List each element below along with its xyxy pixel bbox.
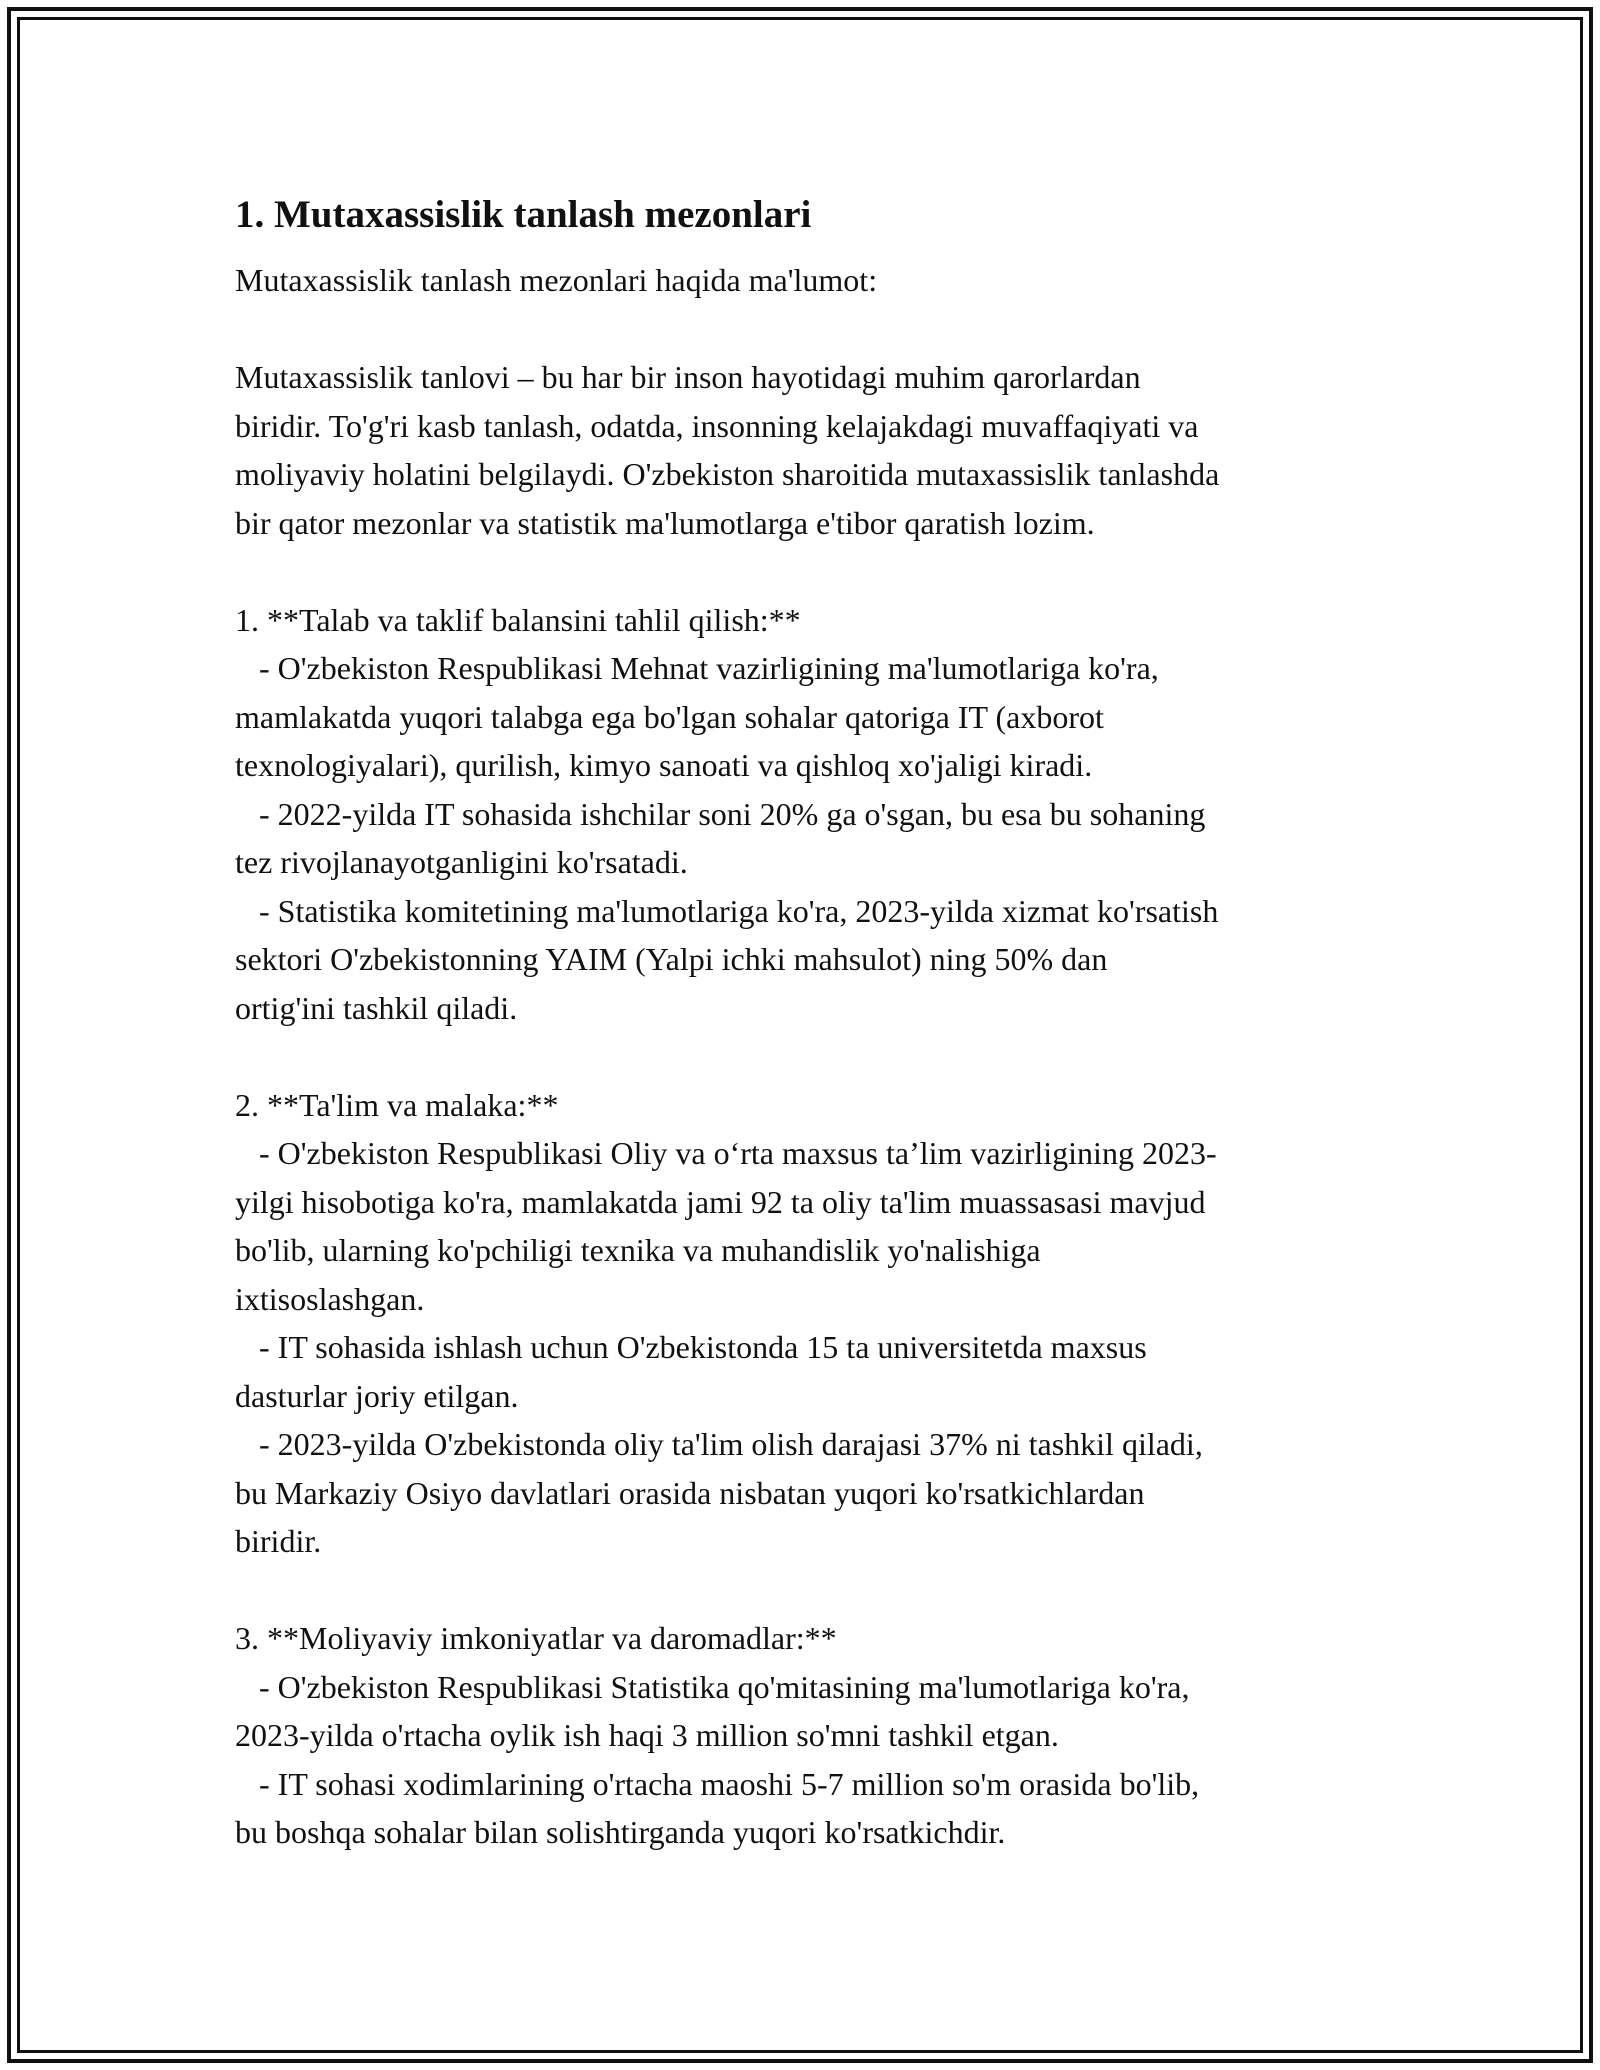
spacer <box>235 1566 1385 1615</box>
document-body <box>235 184 1385 1857</box>
list-item: - IT sohasida ishlash uchun O'zbekistonda 15 ta universitetda maxsus dasturlar joriy etilgan. <box>235 1329 1147 1414</box>
section-finance <box>235 1614 1385 1857</box>
list-item: - 2022-yilda IT sohasida ishchilar soni 20% ga o'sgan, bu esa bu sohaning tez rivojlanayotganligini ko'rsatadi. <box>235 795 1206 880</box>
list-item: - O'zbekiston Respublikasi Mehnat vazirligining ma'lumotlariga ko'ra, mamlakatda yuqori talabga ega bo'lgan sohalar qatoriga IT (axborot texnologiyalari), qurilish, kimyo sanoati va qishloq xo'jaligi kiradi. <box>235 650 1159 783</box>
list-item: - IT sohasi xodimlarining o'rtacha maoshi 5-7 million so'm orasida bo'lib, bu boshqa sohalar bilan solishtirganda yuqori ko'rsatkichdir. <box>235 1765 1200 1850</box>
section-heading: 2. **Ta'lim va malaka:** <box>235 1086 559 1123</box>
section-demand-supply <box>235 596 1385 1033</box>
spacer <box>235 547 1385 596</box>
list-item: - O'zbekiston Respublikasi Statistika qo'mitasining ma'lumotlariga ko'ra, 2023-yilda o'rtacha oylik ish haqi 3 million so'mni tashkil etgan. <box>235 1668 1190 1753</box>
document-title: 1. Mutaxassislik tanlash mezonlari <box>235 193 812 236</box>
section-heading: 3. **Moliyaviy imkoniyatlar va daromadlar:** <box>235 1620 837 1656</box>
spacer <box>235 305 1385 354</box>
list-item: - O'zbekiston Respublikasi Oliy va oʻrta maxsus taʼlim vazirligining 2023- yilgi hisobotiga ko'ra, mamlakatda jami 92 ta oliy ta'lim muassasasi mavjud bo'lib, ularning ko'pchiligi texnika va muhandislik yo'nalishiga ixtisoslashgan. <box>235 1135 1217 1317</box>
list-item: - Statistika komitetining ma'lumotlariga ko'ra, 2023-yilda xizmat ko'rsatish sektori O'zbekistonning YAIM (Yalpi ichki mahsulot) ning 50% dan ortig'ini tashkil qiladi. <box>235 892 1219 1026</box>
spacer <box>235 1032 1385 1081</box>
intro-paragraph: Mutaxassislik tanlovi – bu har bir inson hayotidagi muhim qarorlardan biridir. To'g'ri kasb tanlash, odatda, insonning kelajakdagi muvaffaqiyati va moliyaviy holatini belgilaydi. O'zbekiston sharoitida mutaxassislik tanlashda bir qator mezonlar va statistik ma'lumotlarga e'tibor qaratish lozim. <box>235 359 1220 541</box>
list-item: - 2023-yilda O'zbekistonda oliy ta'lim olish darajasi 37% ni tashkil qiladi, bu Markaziy Osiyo davlatlari orasida nisbatan yuqori ko'rsatkichlardan biridir. <box>235 1426 1203 1559</box>
intro-line: Mutaxassislik tanlash mezonlari haqida ma'lumot: <box>235 262 878 298</box>
section-heading: 1. **Talab va taklif balansini tahlil qilish:** <box>235 601 801 638</box>
section-education <box>235 1081 1385 1566</box>
